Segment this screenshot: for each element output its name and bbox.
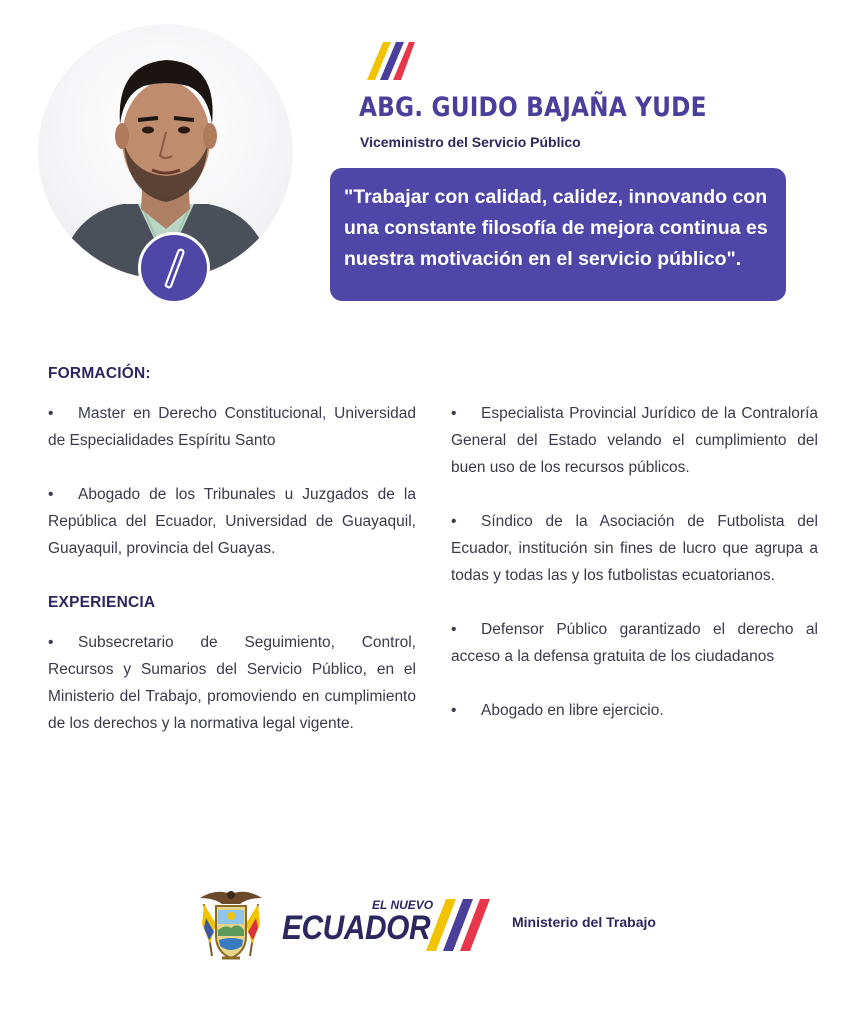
- slash-mark-icon: [152, 246, 196, 290]
- bullet-dot: •: [451, 621, 457, 638]
- quote-text: "Trabajar con calidad, calidez, innovando con una constante filosofía de mejora continua es nuestra motivación en el servicio público".: [344, 186, 768, 270]
- list-item: [451, 697, 818, 724]
- bullet-dot: •: [451, 702, 457, 719]
- portrait: [38, 24, 293, 279]
- bullet-dot: •: [48, 634, 54, 651]
- list-item-text: Síndico de la Asociación de Futbolista del Ecuador, institución sin fines de lucro que agrupa a todas y todas las y los futbolistas ecuatorianos.: [451, 513, 818, 584]
- bullet-dot: •: [451, 513, 457, 530]
- quote-box: [330, 168, 786, 301]
- tricolor-stripes-icon: [418, 897, 494, 953]
- section-title-formacion: FORMACIÓN:: [48, 365, 151, 382]
- list-item: [48, 400, 416, 454]
- logo-small-text: EL NUEVO: [372, 898, 434, 912]
- list-item-text: Especialista Provincial Jurídico de la Contraloría General del Estado velando el cumplimiento del buen uso de los recursos públicos.: [451, 405, 818, 476]
- slash-badge: [138, 232, 210, 304]
- list-item: [48, 481, 416, 562]
- logo-big-text: ECUADOR: [282, 909, 431, 947]
- person-role: Viceministro del Servicio Público: [360, 134, 581, 150]
- list-item-text: Abogado en libre ejercicio.: [481, 702, 664, 719]
- list-item: [48, 629, 416, 737]
- list-item: [451, 508, 818, 589]
- list-item-text: Subsecretario de Seguimiento, Control, Recursos y Sumarios del Servicio Público, en el Ministerio del Trabajo, promoviendo en cumplimiento de los derechos y la normativa legal vigente.: [48, 634, 416, 732]
- ecuador-coat-of-arms-icon: [196, 884, 266, 964]
- list-item-text: Abogado de los Tribunales u Juzgados de la República del Ecuador, Universidad de Guayaquil, Guayaquil, provincia del Guayas.: [48, 486, 416, 557]
- person-name: ABG. GUIDO BAJAÑA YUDE: [359, 92, 707, 123]
- list-item: [451, 400, 818, 481]
- list-item-text: Master en Derecho Constitucional, Universidad de Especialidades Espíritu Santo: [48, 405, 416, 449]
- bullet-dot: •: [451, 405, 457, 422]
- ministry-name: Ministerio del Trabajo: [512, 914, 656, 930]
- bullet-dot: •: [48, 405, 54, 422]
- right-column: [451, 400, 818, 751]
- section-title-experiencia: EXPERIENCIA: [48, 594, 156, 611]
- list-item-text: Defensor Público garantizado el derecho al acceso a la defensa gratuita de los ciudadanos: [451, 621, 818, 665]
- list-item: [451, 616, 818, 670]
- bullet-dot: •: [48, 486, 54, 503]
- left-column: [48, 360, 416, 764]
- tricolor-stripes-icon: [357, 40, 415, 82]
